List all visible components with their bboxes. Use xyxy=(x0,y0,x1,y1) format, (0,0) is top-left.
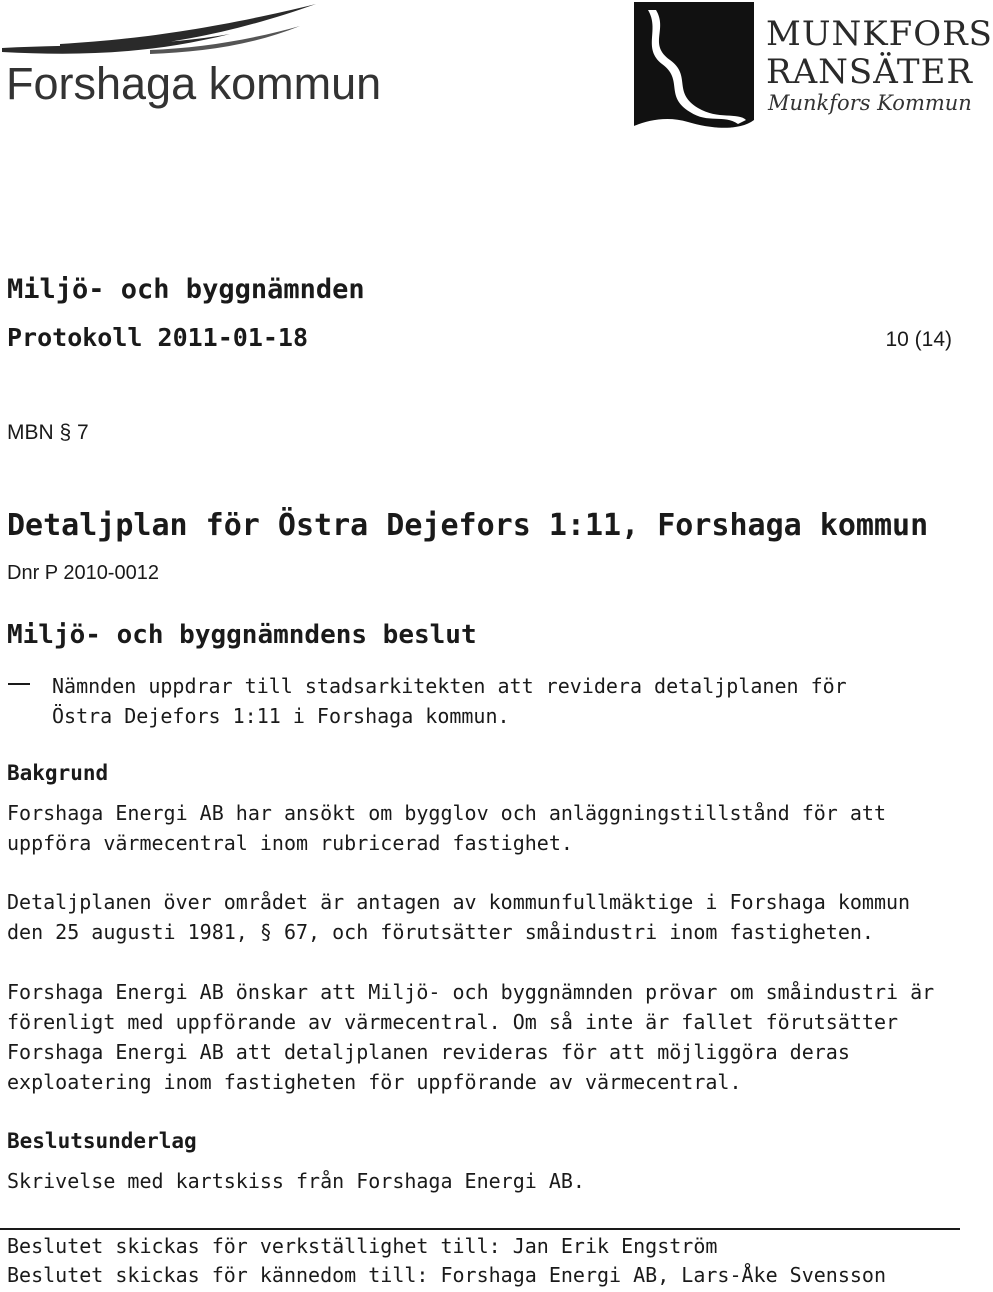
footer-information: Beslutet skickas för kännedom till: Forshaga Energi AB, Lars-Åke Svensson xyxy=(7,1263,886,1287)
decision-line-1: Nämnden uppdrar till stadsarkitekten att revidera detaljplanen för xyxy=(52,674,847,698)
background-p2-line1: Detaljplanen över området är antagen av kommunfullmäktige i Forshaga kommun xyxy=(7,890,911,914)
forshaga-logo-text: Forshaga kommun xyxy=(6,58,382,109)
background-p1-line2: uppföra värmecentral inom rubricerad fastighet. xyxy=(7,831,573,855)
committee-heading: Miljö- och byggnämnden xyxy=(7,274,365,305)
background-p3-line1: Forshaga Energi AB önskar att Miljö- och byggnämnden prövar om småindustri är xyxy=(7,980,935,1004)
basis-text: Skrivelse med kartskiss från Forshaga Energi AB. xyxy=(7,1169,585,1193)
bullet-dash xyxy=(8,683,30,685)
munkfors-logo-line2: RANSÄTER xyxy=(766,52,973,92)
background-p3-line2: förenligt med uppförande av värmecentral. Om så inte är fallet förutsätter xyxy=(7,1010,899,1034)
decision-heading: Miljö- och byggnämndens beslut xyxy=(7,620,477,650)
background-p1-line1: Forshaga Energi AB har ansökt om bygglov och anläggningstillstånd för att xyxy=(7,801,886,825)
section-id: MBN § 7 xyxy=(7,421,89,444)
page-title: Detaljplan för Östra Dejefors 1:11, Forshaga kommun xyxy=(7,508,929,543)
basis-heading: Beslutsunderlag xyxy=(7,1129,197,1153)
protocol-date: Protokoll 2011-01-18 xyxy=(7,323,309,352)
background-p2-line2: den 25 augusti 1981, § 67, och förutsätter småindustri inom fastigheten. xyxy=(7,920,874,944)
background-heading: Bakgrund xyxy=(7,761,109,785)
munkfors-logo-line1: MUNKFORS xyxy=(766,14,993,54)
case-number: Dnr P 2010-0012 xyxy=(7,562,159,584)
background-p3-line4: exploatering inom fastigheten för uppförande av värmecentral. xyxy=(7,1070,742,1094)
footer-divider xyxy=(0,1228,960,1230)
decision-line-2: Östra Dejefors 1:11 i Forshaga kommun. xyxy=(52,704,510,728)
page-number: 10 (14) xyxy=(885,328,952,351)
footer-execution: Beslutet skickas för verkställighet till: Jan Erik Engström xyxy=(7,1234,718,1258)
munkfors-logo-line3: Munkfors Kommun xyxy=(768,91,972,115)
background-p3-line3: Forshaga Energi AB att detaljplanen revideras för att möjliggöra deras xyxy=(7,1040,850,1064)
